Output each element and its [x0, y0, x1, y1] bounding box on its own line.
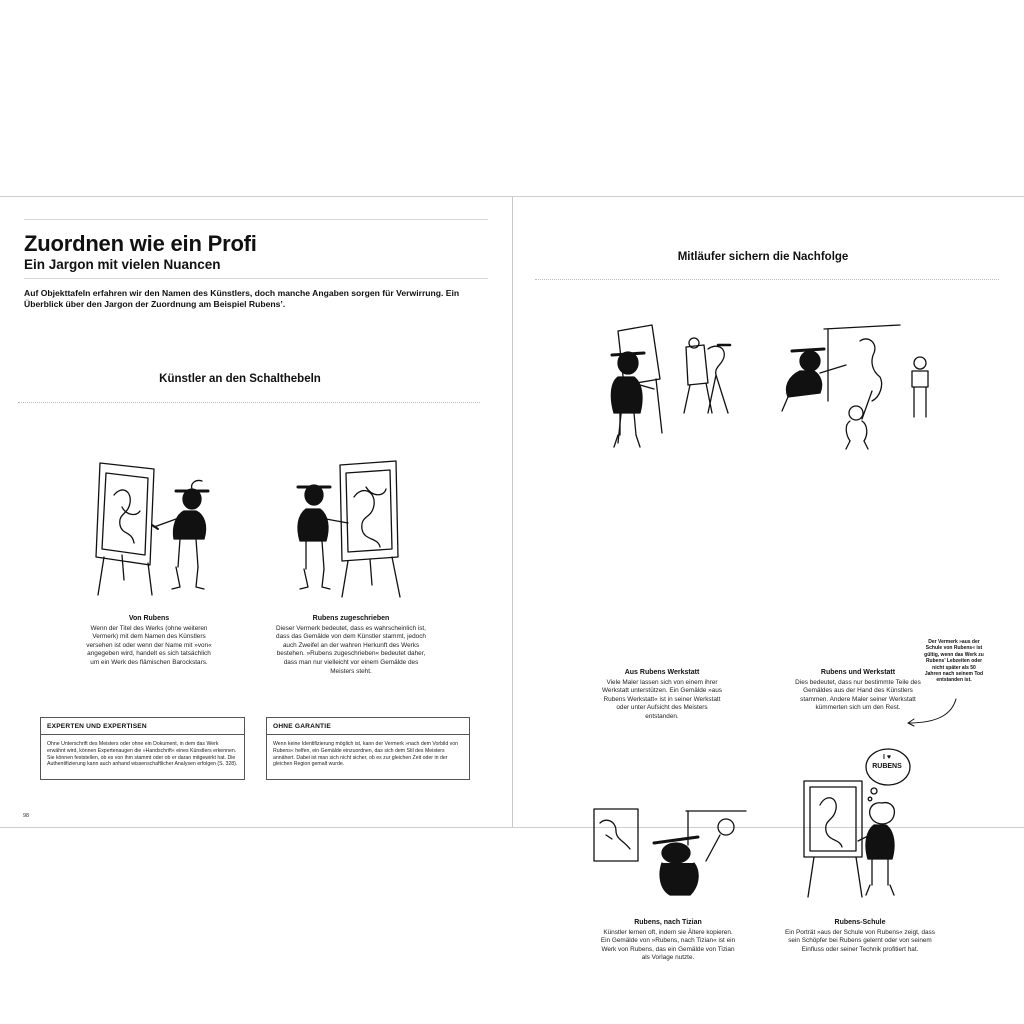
illustration-rubens-nach-tizian [590, 805, 750, 905]
caption-rubens-schule [780, 919, 940, 954]
caption-von-rubens [86, 615, 212, 668]
info-box-text: Wenn keine Identifizierung möglich ist, kann der Vermerk »nach dem Vorbild von Rubens« helfen, ein Gemälde einzuordnen, das sich dem Stil des Meisters annähert. Dabei ist man sich nicht sicher, ob es zur gleichen Zeit oder in der gleichen Region gemalt wurde. [273, 741, 459, 768]
heart-icon: ♥ [886, 754, 892, 761]
caption-aus-rubens-werkstatt [600, 669, 724, 722]
caption-rubens-nach-tizian [598, 919, 738, 963]
caption-heading: Rubens zugeschrieben [312, 615, 390, 622]
illustration-rubens-zugeschrieben [292, 457, 412, 605]
caption-rubens-und-werkstatt [790, 669, 926, 713]
caption-heading: Rubens-Schule [834, 919, 886, 926]
book-spread [0, 196, 1024, 962]
caption-heading: Aus Rubens Werkstatt [624, 669, 700, 676]
left-page [0, 197, 512, 827]
caption-heading: Rubens, nach Tizian [634, 919, 702, 926]
right-page [513, 197, 1024, 827]
info-box-heading: EXPERTEN UND EXPERTISEN [41, 718, 244, 735]
caption-heading: Rubens und Werkstatt [820, 669, 896, 676]
caption-text: Wenn der Titel des Werks (ohne weiteren Vermerk) mit dem Namen des Künstlers versehen ist oder wenn der Name mit »von« angegeben wird, handelt es sich tatsächlich um ein Werk des flämischen Barockstars. [86, 624, 212, 666]
caption-heading: Von Rubens [128, 615, 170, 622]
page-title: Zuordnen wie ein Profi [24, 231, 257, 256]
info-box-ohne-garantie [266, 717, 470, 780]
speech-bubble [867, 753, 907, 771]
info-box-experten [40, 717, 245, 780]
intro-text: Auf Objekttafeln erfahren wir den Namen des Künstlers, doch manche Angaben sorgen für Verwirrung. Ein Überblick über den Jargon der Zuordnung am Beispiel Rubens’. [24, 288, 460, 309]
info-box-heading: OHNE GARANTIE [267, 718, 469, 735]
illustration-von-rubens [92, 455, 222, 605]
caption-rubens-zugeschrieben [274, 615, 428, 676]
speech-bubble-line2: RUBENS [872, 763, 902, 770]
info-box-text: Ohne Unterschrift des Meisters oder ohne ein Dokument, in dem das Werk erwähnt wird, können Expertenaugen die »Handschrift« eines Künstlers erkennen. Sie können feststellen, ob es von ihm stammt oder ob er daran mitgewirkt hat. Die Authentifizierung kann auch anhand wissenschaftlicher Analysen erfolgen (S. 328). [47, 741, 238, 768]
speech-bubble-line1: I [882, 754, 885, 761]
section-heading-kuenstler: Künstler an den Schalthebeln [159, 373, 321, 385]
caption-text: Dieser Vermerk bedeutet, dass es wahrscheinlich ist, dass das Gemälde von dem Künstler stammt, jedoch auch Zweifel an der wahren Herkunft des Werks bestehen. »Rubens zugeschrieben« bedeutet daher, dass man nur vielleicht vor einem Gemälde des Meisters steht. [276, 624, 426, 675]
section-dotted-rule [18, 402, 480, 403]
section-dotted-rule [535, 279, 999, 280]
caption-text: Künstler lernen oft, indem sie Ältere kopieren. Ein Gemälde von »Rubens, nach Tizian« ist ein Werk von Rubens, das ein Gemälde von Tizian als Vorlage nutzte. [600, 928, 736, 962]
caption-text: Viele Maler lassen sich von einem ihrer Werkstatt unterstützen. Ein Gemälde »aus Rubens Werkstatt« ist in seiner Werkstatt oder unter Aufsicht des Meisters entstanden. [602, 678, 722, 720]
top-rule [24, 219, 488, 220]
illustration-aus-rubens-werkstatt [600, 323, 750, 453]
illustration-rubens-und-werkstatt [780, 321, 940, 451]
caption-text: Ein Porträt »aus der Schule von Rubens« zeigt, dass sein Schöpfer bei Rubens gelernt oder von seinem Einfluss oder seiner Technik profitiert hat. [785, 928, 935, 953]
title-rule [24, 278, 488, 279]
page-number: 98 [23, 813, 30, 819]
illustration-rubens-schule [800, 745, 930, 905]
page-subtitle: Ein Jargon mit vielen Nuancen [24, 257, 221, 272]
caption-text: Dies bedeutet, dass nur bestimmte Teile des Gemäldes aus der Hand des Künstlers stammen. Andere Maler seiner Werkstatt kümmerten sich um den Rest. [795, 678, 921, 712]
side-note: Der Vermerk »aus der Schule von Rubens« ist gültig, wenn das Werk zu Rubens’ Lebzeiten oder nicht später als 50 Jahren nach seinem Tod entstanden ist. [924, 639, 984, 684]
section-heading-mitlaeufer: Mitläufer sichern die Nachfolge [677, 251, 849, 263]
